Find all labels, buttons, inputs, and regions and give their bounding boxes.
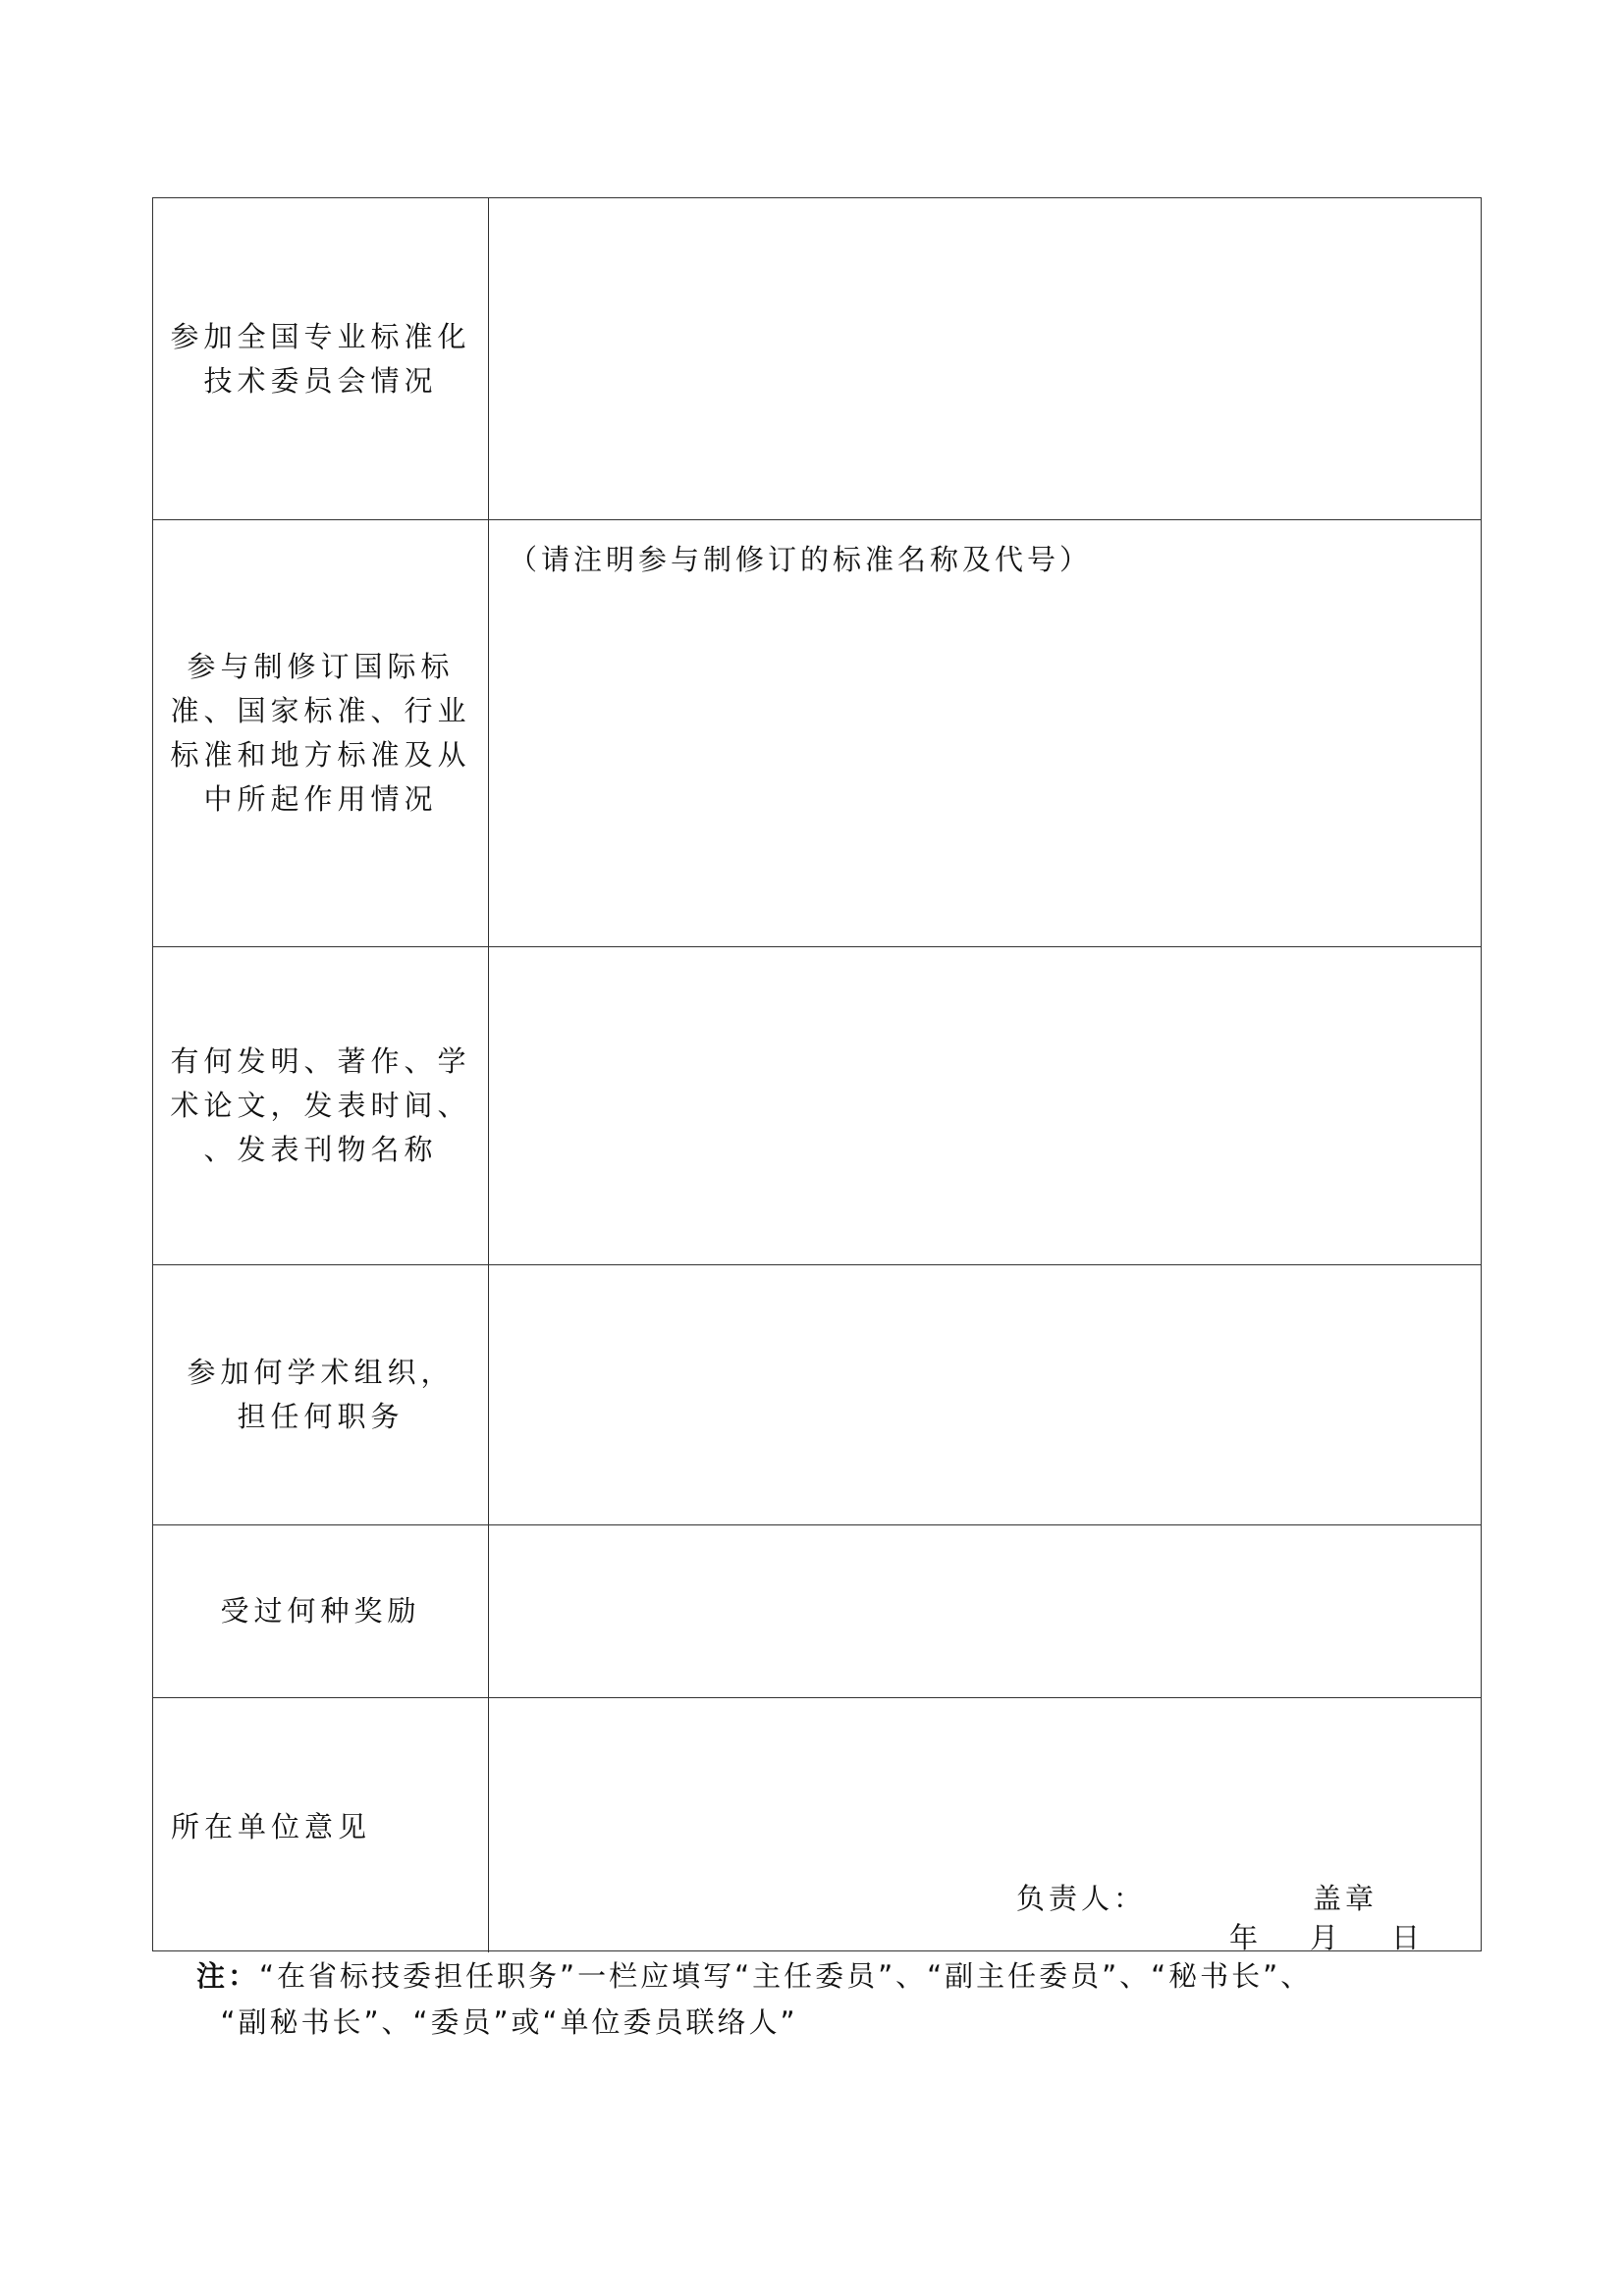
awards-field[interactable] bbox=[489, 1525, 1481, 1697]
row-label: 参加全国专业标准化 技术委员会情况 bbox=[170, 319, 471, 398]
form-table bbox=[152, 197, 1482, 1954]
label-cell bbox=[153, 1698, 489, 1952]
row-unit-opinion bbox=[153, 1698, 1481, 1952]
row-label: 所在单位意见 bbox=[171, 1810, 372, 1843]
row-label: 参加何学术组织， 担任何职务 bbox=[187, 1356, 455, 1433]
footnote-line-2: “副秘书长”、“委员”或“单位委员联络人” bbox=[220, 2005, 798, 2039]
row-label: 参与制修订国际标 准、国家标准、行业 标准和地方标准及从 中所起作用情况 bbox=[170, 650, 471, 816]
standards-drafting-field[interactable] bbox=[489, 520, 1481, 946]
label-cell bbox=[153, 520, 489, 946]
seal-label: 盖章 bbox=[1313, 1882, 1379, 1915]
day-label: 日 bbox=[1391, 1921, 1425, 1954]
label-cell bbox=[153, 1525, 489, 1697]
footnote bbox=[196, 1953, 1312, 2046]
month-label: 月 bbox=[1310, 1921, 1343, 1954]
field-hint: （请注明参与制修订的标准名称及代号） bbox=[509, 543, 1093, 576]
label-cell bbox=[153, 1265, 489, 1524]
row-awards bbox=[153, 1525, 1481, 1698]
label-cell bbox=[153, 947, 489, 1264]
row-label: 受过何种奖励 bbox=[220, 1594, 421, 1628]
row-publications bbox=[153, 947, 1481, 1265]
responsible-person-label: 负责人： bbox=[1016, 1882, 1147, 1915]
row-academic-org bbox=[153, 1265, 1481, 1525]
publications-field[interactable] bbox=[489, 947, 1481, 1264]
unit-opinion-field[interactable] bbox=[489, 1698, 1481, 1952]
row-standards-drafting bbox=[153, 520, 1481, 947]
year-label: 年 bbox=[1229, 1921, 1263, 1954]
academic-org-field[interactable] bbox=[489, 1265, 1481, 1524]
footnote-line-1: “在省标技委担任职务”一栏应填写“主任委员”、“副主任委员”、“秘书长”、 bbox=[259, 1959, 1313, 1993]
row-label: 有何发明、著作、学 术论文，发表时间、 、发表刊物名称 bbox=[170, 1044, 471, 1166]
footnote-prefix: 注： bbox=[196, 1959, 260, 1993]
label-cell bbox=[153, 198, 489, 519]
row-national-committee bbox=[153, 198, 1481, 520]
national-committee-field[interactable] bbox=[489, 198, 1481, 519]
